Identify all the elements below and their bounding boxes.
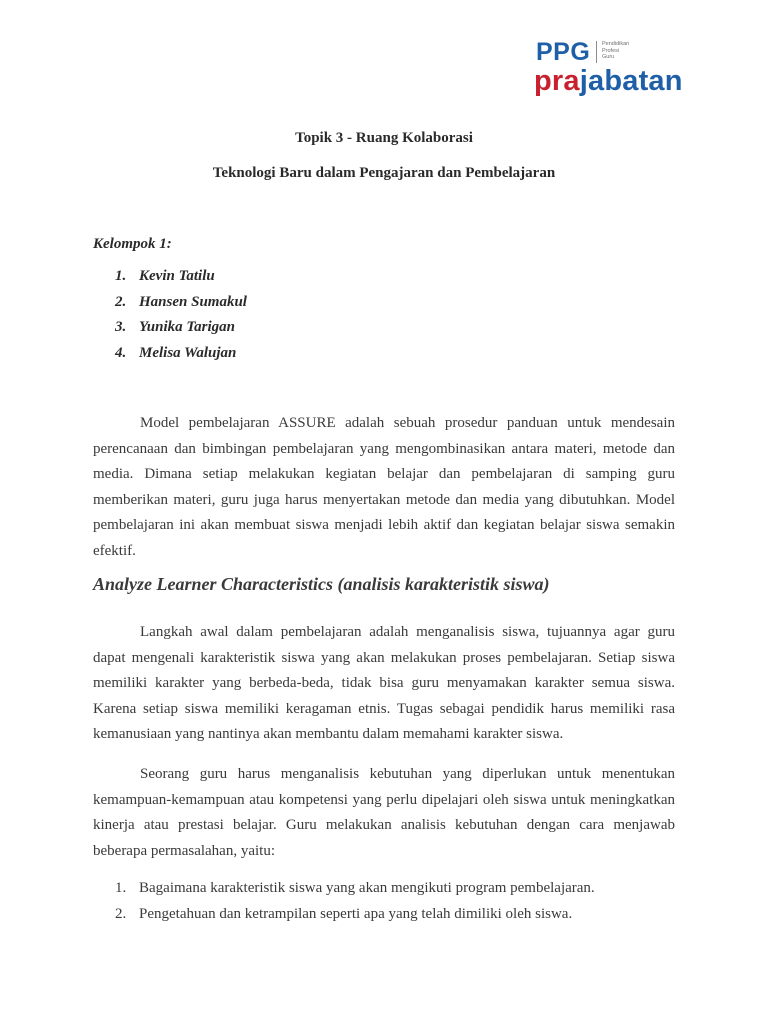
logo-tagline-line: Pendidikan: [602, 41, 630, 47]
document-title: Topik 3 - Ruang Kolaborasi: [295, 130, 473, 146]
intro-paragraph: Model pembelajaran ASSURE adalah sebuah prosedur panduan untuk mendesain perencanaan dan bimbingan pembelajaran yang mengombinasikan antara materi, metode dan media. Dimana setiap melakukan kegiatan belajar dan pembelajaran di samping guru memberikan materi, guru juga harus menyertakan metode dan media yang dibutuhkan. Model pembelajaran ini akan membuat siswa menjadi lebih aktif dan kegiatan belajar siswa semakin efektif.: [93, 415, 675, 559]
logo-ppg-text: PPG: [536, 38, 591, 66]
logo-tagline-line: Profesi: [602, 47, 620, 54]
list-number: 4.: [115, 344, 127, 361]
list-item-text: Bagaimana karakteristik siswa yang akan mengikuti program pembelajaran.: [139, 880, 595, 896]
logo-jabatan-text: jabatan: [579, 65, 683, 97]
logo-tagline: [602, 41, 629, 61]
list-number: 2.: [115, 905, 127, 922]
member-name: Melisa Walujan: [139, 344, 237, 361]
list-item-text: Pengetahuan dan ketrampilan seperti apa yang telah dimiliki oleh siswa.: [139, 905, 573, 922]
logo-divider: [596, 41, 597, 63]
list-number: 2.: [115, 293, 127, 310]
member-name: Hansen Sumakul: [139, 293, 247, 310]
section-heading: Analyze Learner Characteristics (analisis karakteristik siswa): [93, 574, 550, 594]
logo-tagline-line: Guru: [602, 54, 615, 61]
member-name: Kevin Tatilu: [139, 268, 215, 284]
group-label: Kelompok 1:: [93, 236, 172, 252]
section-paragraph: Langkah awal dalam pembelajaran adalah menganalisis siswa, tujuannya agar guru dapat mengenali karakteristik siswa yang akan melakukan proses pembelajaran. Setiap siswa memiliki karakter yang berbeda-beda, tidak bisa guru menyamakan karakter semua siswa. Karena setiap siswa memiliki keragaman etnis. Tugas sebagai pendidik harus memiliki rasa kemanusiaan yang nantinya akan membantu dalam memahami karakter siswa.: [93, 624, 675, 743]
member-name: Yunika Tarigan: [139, 319, 236, 335]
logo-pra-text: pra: [534, 65, 580, 97]
ppg-prajabatan-logo: [534, 38, 694, 100]
list-number: 3.: [115, 319, 127, 335]
list-number: 1.: [115, 880, 127, 896]
logo-prajabatan-text: [534, 64, 683, 98]
list-number: 1.: [115, 268, 127, 284]
document-subtitle: Teknologi Baru dalam Pengajaran dan Pembelajaran: [212, 165, 556, 181]
section-paragraph: Seorang guru harus menganalisis kebutuhan yang diperlukan untuk menentukan kemampuan-kemampuan atau kompetensi yang perlu dipelajari oleh siswa untuk meningkatkan kinerja atau prestasi belajar. Guru melakukan analisis kebutuhan dengan cara menjawab beberapa permasalahan, yaitu:: [93, 766, 675, 859]
